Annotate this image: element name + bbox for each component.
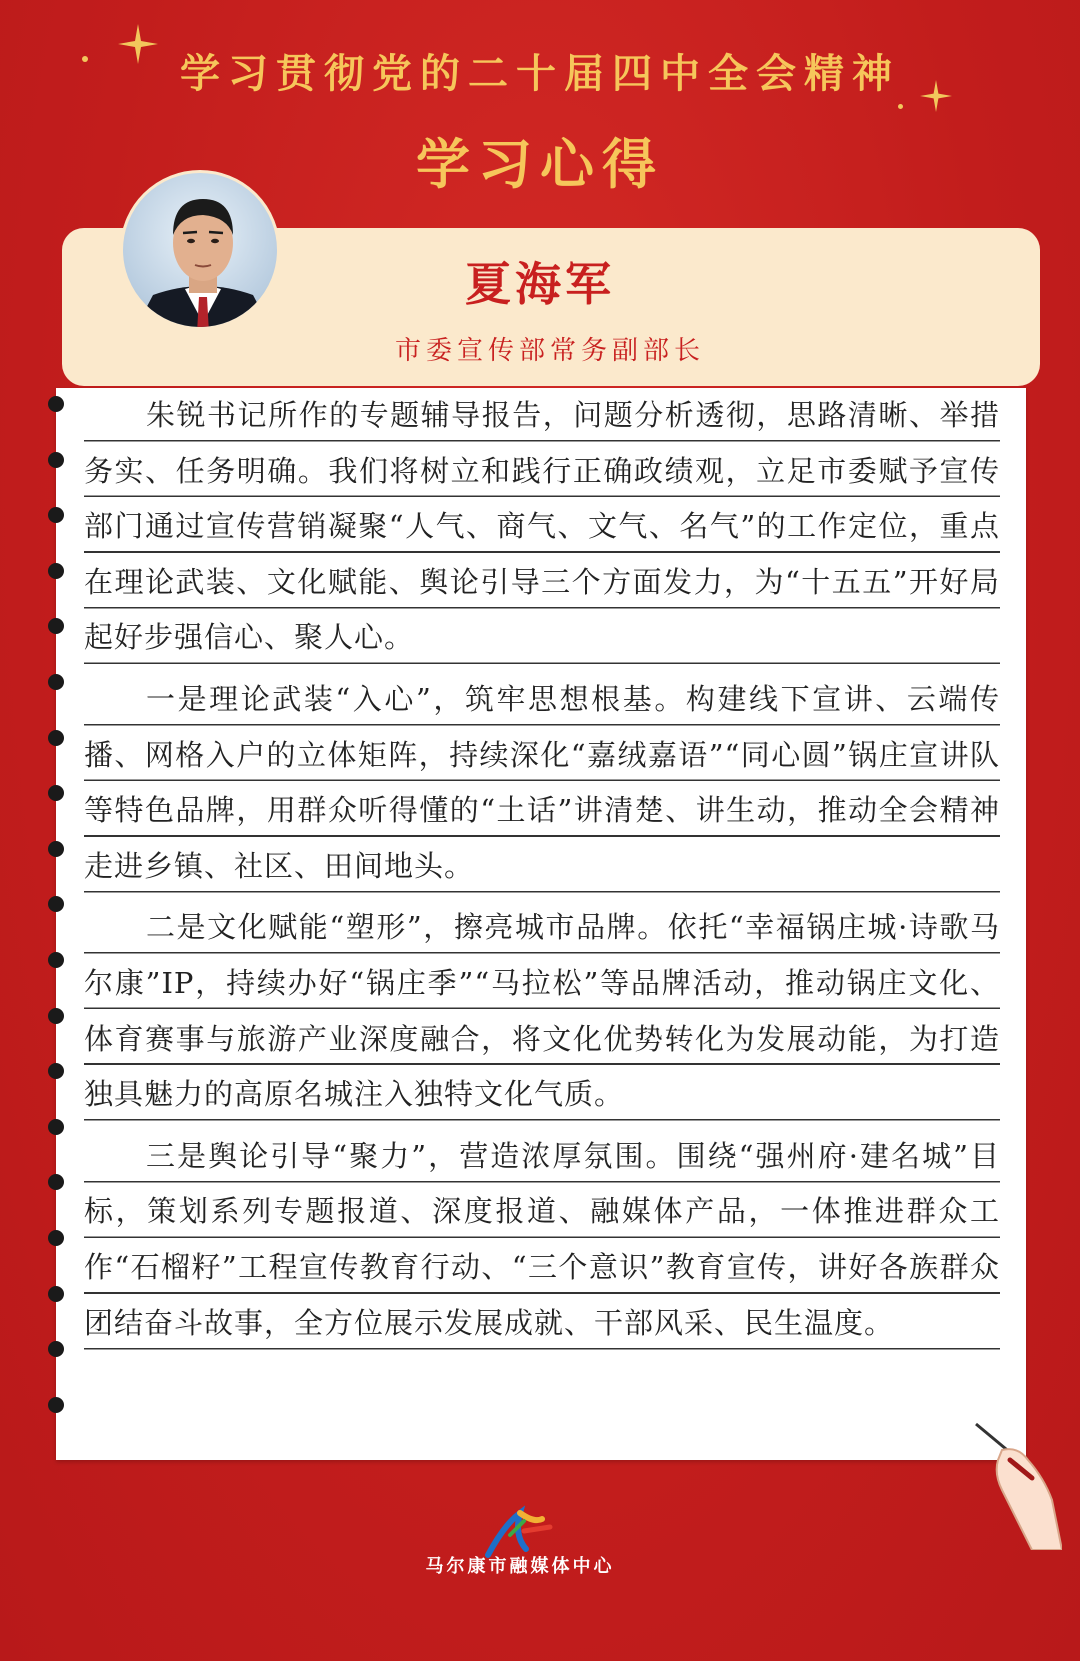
binding-ring <box>48 896 64 912</box>
header-title: 学习心得 <box>416 133 664 196</box>
header-subtitle: 学习贯彻党的二十届四中全会精神 <box>180 51 900 97</box>
binding-ring <box>48 1008 64 1024</box>
article-paragraph: 一是理论武装“入心”，筑牢思想根基。构建线下宣讲、云端传播、网格入户的立体矩阵，持续深化“嘉绒嘉语”“同心圆”锅庄宣讲队等特色品牌，用群众听得懂的“土话”讲清楚、讲生动，推动全会精神走进乡镇、社区、田间地头。 <box>84 672 1000 894</box>
footer-org-name: 马尔康市融媒体中心 <box>425 1556 615 1577</box>
binding-ring <box>48 1174 64 1190</box>
person-position: 市委宣传部常务副部长 <box>394 336 705 366</box>
person-name: 夏海军 <box>465 257 615 311</box>
binding-ring <box>48 1230 64 1246</box>
article-paragraph: 三是舆论引导“聚力”，营造浓厚氛围。围绕“强州府·建名城”目标，策划系列专题报道、深度报道、融媒体产品，一体推进群众工作“石榴籽”工程宣传教育行动、“三个意识”教育宣传，讲好各族群众团结奋斗故事，全方位展示发展成就、干部风采、民生温度。 <box>84 1129 1000 1351</box>
binding-ring <box>48 563 64 579</box>
binding-ring <box>48 1341 64 1357</box>
binding-ring <box>48 841 64 857</box>
binding-ring <box>48 674 64 690</box>
binding-ring <box>48 1397 64 1413</box>
article-paragraph: 朱锐书记所作的专题辅导报告，问题分析透彻，思路清晰、举措务实、任务明确。我们将树立和践行正确政绩观，立足市委赋予宣传部门通过宣传营销凝聚“人气、商气、文气、名气”的工作定位，重点在理论武装、文化赋能、舆论引导三个方面发力，为“十五五”开好局起好步强信心、聚人心。 <box>84 388 1000 666</box>
notebook-binding <box>48 388 72 1460</box>
article-paragraph: 二是文化赋能“塑形”，擦亮城市品牌。依托“幸福锅庄城·诗歌马尔康”IP，持续办好“锅庄季”“马拉松”等品牌活动，推动锅庄文化、体育赛事与旅游产业深度融合，将文化优势转化为发展动能，为打造独具魅力的高原名城注入独特文化气质。 <box>84 900 1000 1122</box>
binding-ring <box>48 396 64 412</box>
sparkle-icon <box>898 104 903 109</box>
binding-ring <box>48 1286 64 1302</box>
binding-ring <box>48 730 64 746</box>
binding-ring <box>48 618 64 634</box>
binding-ring <box>48 452 64 468</box>
binding-ring <box>48 1063 64 1079</box>
binding-ring <box>48 785 64 801</box>
binding-ring <box>48 1119 64 1135</box>
hand-with-pen-icon <box>972 1420 1062 1550</box>
binding-ring <box>48 507 64 523</box>
article-body <box>84 388 1000 1460</box>
binding-ring <box>48 952 64 968</box>
